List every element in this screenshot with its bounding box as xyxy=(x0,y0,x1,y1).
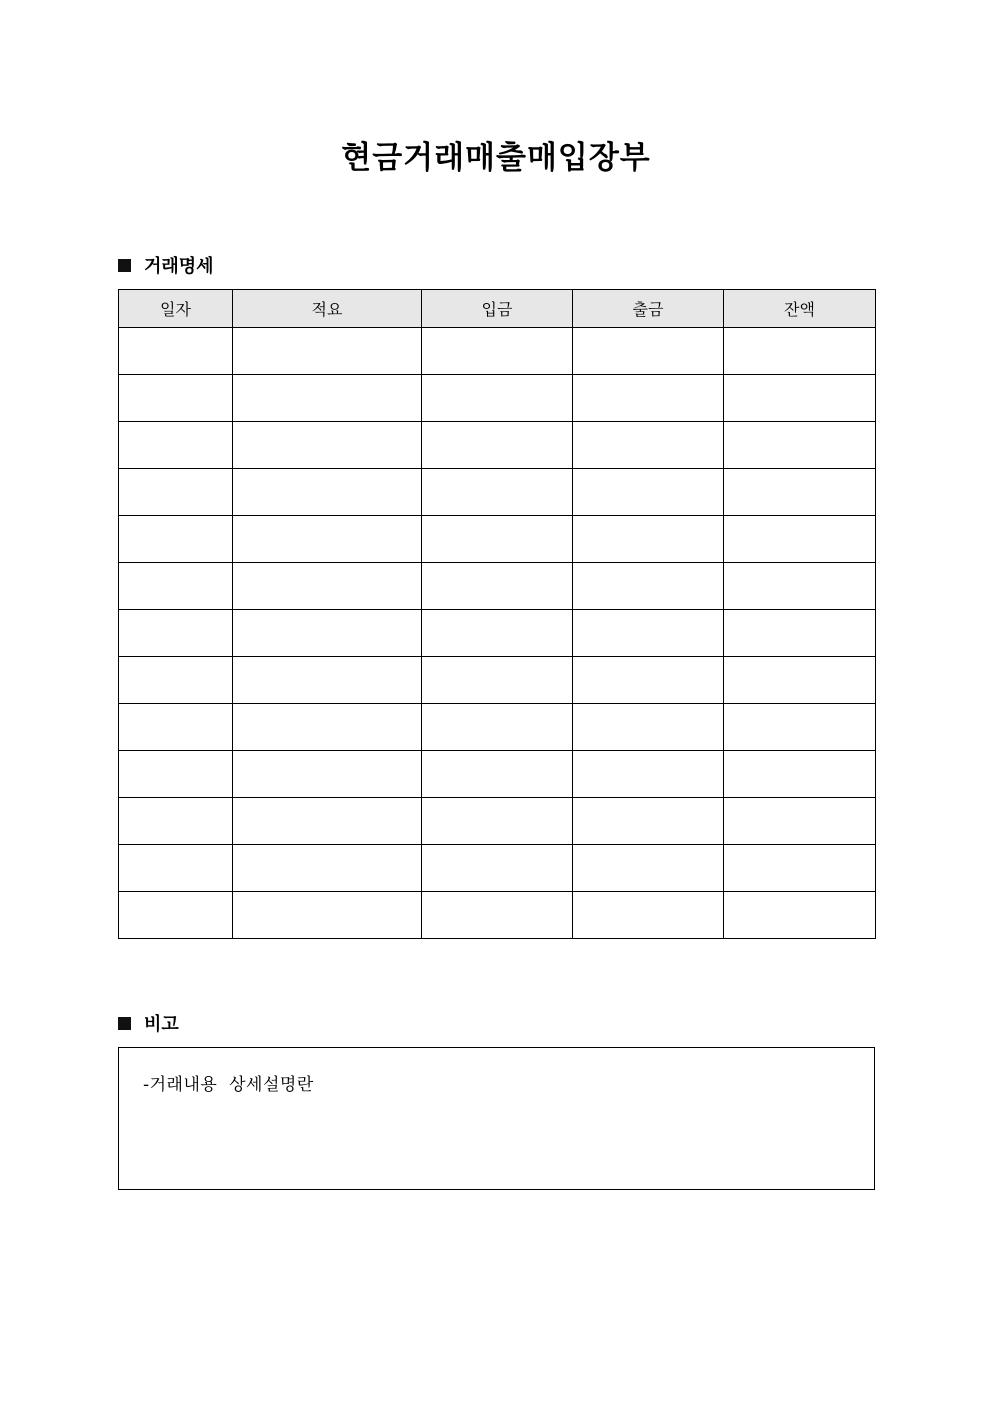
table-row xyxy=(119,328,876,375)
remarks-text: -거래내용 상세설명란 xyxy=(143,1075,314,1095)
cell-description[interactable] xyxy=(233,469,422,516)
cell-description[interactable] xyxy=(233,845,422,892)
cell-deposit[interactable] xyxy=(422,563,573,610)
cell-balance[interactable] xyxy=(724,469,876,516)
table-row xyxy=(119,751,876,798)
table-header-row xyxy=(119,290,876,328)
cell-withdrawal[interactable] xyxy=(573,563,724,610)
cell-date[interactable] xyxy=(119,657,233,704)
cell-withdrawal[interactable] xyxy=(573,657,724,704)
column-header-deposit: 입금 xyxy=(422,290,573,328)
cell-balance[interactable] xyxy=(724,798,876,845)
table-row xyxy=(119,469,876,516)
table-row xyxy=(119,798,876,845)
document-title: 현금거래매출매입장부 xyxy=(341,140,651,176)
table-row xyxy=(119,422,876,469)
cell-withdrawal[interactable] xyxy=(573,328,724,375)
cell-date[interactable] xyxy=(119,798,233,845)
black-square-icon xyxy=(118,259,131,272)
cell-description[interactable] xyxy=(233,751,422,798)
cell-date[interactable] xyxy=(119,422,233,469)
cell-date[interactable] xyxy=(119,375,233,422)
remarks-box[interactable] xyxy=(118,1047,875,1190)
table-row xyxy=(119,845,876,892)
cell-description[interactable] xyxy=(233,657,422,704)
cell-date[interactable] xyxy=(119,328,233,375)
table-row xyxy=(119,892,876,939)
cell-deposit[interactable] xyxy=(422,469,573,516)
cell-withdrawal[interactable] xyxy=(573,516,724,563)
cell-deposit[interactable] xyxy=(422,610,573,657)
black-square-icon xyxy=(118,1017,131,1030)
cell-withdrawal[interactable] xyxy=(573,892,724,939)
cell-balance[interactable] xyxy=(724,657,876,704)
cell-deposit[interactable] xyxy=(422,422,573,469)
cell-date[interactable] xyxy=(119,845,233,892)
cell-description[interactable] xyxy=(233,563,422,610)
cell-description[interactable] xyxy=(233,610,422,657)
table-row xyxy=(119,704,876,751)
cell-balance[interactable] xyxy=(724,704,876,751)
column-header-balance: 잔액 xyxy=(724,290,876,328)
cell-balance[interactable] xyxy=(724,751,876,798)
cell-date[interactable] xyxy=(119,610,233,657)
cell-deposit[interactable] xyxy=(422,751,573,798)
cell-withdrawal[interactable] xyxy=(573,610,724,657)
cell-deposit[interactable] xyxy=(422,845,573,892)
cell-withdrawal[interactable] xyxy=(573,704,724,751)
table-body xyxy=(119,328,876,939)
cell-date[interactable] xyxy=(119,469,233,516)
cell-date[interactable] xyxy=(119,704,233,751)
cell-description[interactable] xyxy=(233,704,422,751)
table-row xyxy=(119,375,876,422)
cell-balance[interactable] xyxy=(724,422,876,469)
cell-balance[interactable] xyxy=(724,375,876,422)
cell-withdrawal[interactable] xyxy=(573,469,724,516)
cell-date[interactable] xyxy=(119,516,233,563)
cell-date[interactable] xyxy=(119,751,233,798)
cell-date[interactable] xyxy=(119,892,233,939)
cell-deposit[interactable] xyxy=(422,328,573,375)
transactions-heading-label: 거래명세 xyxy=(144,256,214,277)
table-row xyxy=(119,516,876,563)
cell-balance[interactable] xyxy=(724,845,876,892)
cell-withdrawal[interactable] xyxy=(573,798,724,845)
remarks-heading xyxy=(118,1011,179,1035)
cell-deposit[interactable] xyxy=(422,516,573,563)
cell-deposit[interactable] xyxy=(422,798,573,845)
remarks-heading-label: 비고 xyxy=(144,1014,179,1035)
table-row xyxy=(119,657,876,704)
cell-balance[interactable] xyxy=(724,328,876,375)
table-row xyxy=(119,563,876,610)
cell-balance[interactable] xyxy=(724,563,876,610)
column-header-withdrawal: 출금 xyxy=(573,290,724,328)
cell-withdrawal[interactable] xyxy=(573,845,724,892)
cell-description[interactable] xyxy=(233,328,422,375)
cell-deposit[interactable] xyxy=(422,657,573,704)
cell-balance[interactable] xyxy=(724,516,876,563)
table-row xyxy=(119,610,876,657)
cell-withdrawal[interactable] xyxy=(573,422,724,469)
cell-description[interactable] xyxy=(233,516,422,563)
transactions-table xyxy=(118,289,876,939)
cell-balance[interactable] xyxy=(724,610,876,657)
column-header-date: 일자 xyxy=(119,290,233,328)
cell-deposit[interactable] xyxy=(422,892,573,939)
transactions-heading xyxy=(118,253,214,277)
cell-description[interactable] xyxy=(233,422,422,469)
cell-deposit[interactable] xyxy=(422,375,573,422)
cell-description[interactable] xyxy=(233,892,422,939)
cell-description[interactable] xyxy=(233,798,422,845)
cell-date[interactable] xyxy=(119,563,233,610)
cell-balance[interactable] xyxy=(724,892,876,939)
column-header-description: 적요 xyxy=(233,290,422,328)
cell-withdrawal[interactable] xyxy=(573,751,724,798)
cell-deposit[interactable] xyxy=(422,704,573,751)
cell-description[interactable] xyxy=(233,375,422,422)
cell-withdrawal[interactable] xyxy=(573,375,724,422)
